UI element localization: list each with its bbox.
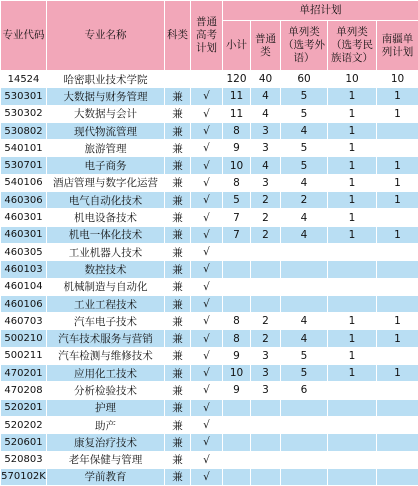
single-foreign-cell: 5 <box>281 88 328 105</box>
south-xinjiang-cell: 1 <box>377 105 418 122</box>
general-plan-cell: √ <box>191 313 223 330</box>
code-cell: 530802 <box>1 122 47 139</box>
code-cell: 460306 <box>1 192 47 209</box>
header-name: 专业名称 <box>47 1 165 71</box>
table-row <box>1 261 418 278</box>
major-name-cell: 酒店管理与数字化运营 <box>47 174 165 191</box>
single-minority-cell <box>328 295 377 312</box>
general-plan-cell: √ <box>191 399 223 416</box>
single-general-cell: 3 <box>251 122 281 139</box>
single-foreign-cell <box>281 261 328 278</box>
single-minority-cell: 1 <box>328 365 377 382</box>
major-name-cell: 工业机器人技术 <box>47 243 165 260</box>
major-name-cell: 老年保健与管理 <box>47 451 165 468</box>
south-xinjiang-cell: 1 <box>377 174 418 191</box>
code-cell: 520803 <box>1 451 47 468</box>
single-foreign-cell: 5 <box>281 365 328 382</box>
major-name-cell: 电子商务 <box>47 157 165 174</box>
table-row <box>1 140 418 157</box>
single-general-cell: 4 <box>251 88 281 105</box>
south-xinjiang-cell <box>377 122 418 139</box>
code-cell: 530301 <box>1 88 47 105</box>
single-minority-cell: 10 <box>328 71 377 88</box>
table-row <box>1 88 418 105</box>
table-row <box>1 295 418 312</box>
general-plan-cell: √ <box>191 434 223 451</box>
table-row <box>1 157 418 174</box>
subject-cell: 兼 <box>165 88 191 105</box>
subtotal-cell: 9 <box>223 140 251 157</box>
single-foreign-cell <box>281 399 328 416</box>
table-row <box>1 451 418 468</box>
subject-cell <box>165 71 191 88</box>
subject-cell: 兼 <box>165 468 191 485</box>
header-single-minority: 单列类（选考民族语文） <box>328 21 377 71</box>
general-plan-cell: √ <box>191 347 223 364</box>
subtotal-cell: 11 <box>223 105 251 122</box>
single-minority-cell: 1 <box>328 140 377 157</box>
header-single-plan: 单招计划 <box>223 1 418 21</box>
table-row <box>1 399 418 416</box>
general-plan-cell: √ <box>191 416 223 433</box>
major-name-cell: 汽车技术服务与营销 <box>47 330 165 347</box>
table-row <box>1 434 418 451</box>
single-minority-cell: 1 <box>328 192 377 209</box>
single-foreign-cell: 4 <box>281 174 328 191</box>
major-name-cell: 康复治疗技术 <box>47 434 165 451</box>
single-general-cell: 3 <box>251 382 281 399</box>
code-cell: 520202 <box>1 416 47 433</box>
code-cell: 520601 <box>1 434 47 451</box>
south-xinjiang-cell <box>377 434 418 451</box>
general-plan-cell: √ <box>191 192 223 209</box>
single-minority-cell: 1 <box>328 174 377 191</box>
single-minority-cell: 1 <box>328 330 377 347</box>
code-cell: 460301 <box>1 226 47 243</box>
south-xinjiang-cell <box>377 416 418 433</box>
subtotal-cell <box>223 295 251 312</box>
south-xinjiang-cell: 1 <box>377 192 418 209</box>
single-general-cell: 3 <box>251 365 281 382</box>
header-subtotal: 小计 <box>223 21 251 71</box>
subtotal-cell <box>223 434 251 451</box>
major-name-cell: 哈密职业技术学院 <box>47 71 165 88</box>
south-xinjiang-cell <box>377 278 418 295</box>
subtotal-cell: 8 <box>223 122 251 139</box>
single-general-cell: 2 <box>251 209 281 226</box>
subtotal-cell <box>223 468 251 485</box>
single-foreign-cell: 2 <box>281 192 328 209</box>
south-xinjiang-cell <box>377 347 418 364</box>
general-plan-cell: √ <box>191 140 223 157</box>
code-cell: 540106 <box>1 174 47 191</box>
subtotal-cell: 8 <box>223 330 251 347</box>
south-xinjiang-cell <box>377 140 418 157</box>
subject-cell: 兼 <box>165 243 191 260</box>
major-name-cell: 机械制造与自动化 <box>47 278 165 295</box>
subtotal-cell: 7 <box>223 226 251 243</box>
single-foreign-cell: 6 <box>281 382 328 399</box>
south-xinjiang-cell: 1 <box>377 88 418 105</box>
south-xinjiang-cell <box>377 399 418 416</box>
subtotal-cell: 120 <box>223 71 251 88</box>
subject-cell: 兼 <box>165 295 191 312</box>
single-minority-cell: 1 <box>328 122 377 139</box>
single-general-cell: 40 <box>251 71 281 88</box>
single-minority-cell <box>328 278 377 295</box>
subject-cell: 兼 <box>165 226 191 243</box>
subject-cell: 兼 <box>165 347 191 364</box>
single-general-cell <box>251 261 281 278</box>
single-minority-cell: 1 <box>328 88 377 105</box>
major-name-cell: 机电一体化技术 <box>47 226 165 243</box>
single-foreign-cell: 4 <box>281 330 328 347</box>
single-minority-cell <box>328 243 377 260</box>
south-xinjiang-cell: 1 <box>377 226 418 243</box>
single-minority-cell <box>328 399 377 416</box>
subtotal-cell: 10 <box>223 365 251 382</box>
south-xinjiang-cell <box>377 451 418 468</box>
general-plan-cell: √ <box>191 174 223 191</box>
south-xinjiang-cell <box>377 295 418 312</box>
single-minority-cell: 1 <box>328 226 377 243</box>
subtotal-cell: 9 <box>223 347 251 364</box>
general-plan-cell: √ <box>191 278 223 295</box>
subject-cell: 兼 <box>165 365 191 382</box>
major-name-cell: 助产 <box>47 416 165 433</box>
single-general-cell <box>251 278 281 295</box>
single-general-cell <box>251 399 281 416</box>
single-minority-cell: 1 <box>328 157 377 174</box>
single-minority-cell: 1 <box>328 105 377 122</box>
general-plan-cell: √ <box>191 468 223 485</box>
code-cell: 520201 <box>1 399 47 416</box>
subject-cell: 兼 <box>165 105 191 122</box>
single-general-cell: 2 <box>251 192 281 209</box>
south-xinjiang-cell: 1 <box>377 157 418 174</box>
code-cell: 530302 <box>1 105 47 122</box>
table-row <box>1 243 418 260</box>
subject-cell: 兼 <box>165 192 191 209</box>
subject-cell: 兼 <box>165 122 191 139</box>
header-code: 专业代码 <box>1 1 47 71</box>
single-general-cell <box>251 295 281 312</box>
subject-cell: 兼 <box>165 434 191 451</box>
table-row <box>1 313 418 330</box>
single-foreign-cell <box>281 468 328 485</box>
table-row <box>1 226 418 243</box>
table-row <box>1 330 418 347</box>
code-cell: 540101 <box>1 140 47 157</box>
header-single-foreign: 单列类（选考外语） <box>281 21 328 71</box>
table-row <box>1 174 418 191</box>
subject-cell: 兼 <box>165 157 191 174</box>
code-cell: 530701 <box>1 157 47 174</box>
single-general-cell: 2 <box>251 313 281 330</box>
code-cell: 570102K <box>1 468 47 485</box>
south-xinjiang-cell: 1 <box>377 330 418 347</box>
single-foreign-cell: 4 <box>281 226 328 243</box>
single-foreign-cell: 5 <box>281 105 328 122</box>
south-xinjiang-cell <box>377 382 418 399</box>
major-name-cell: 大数据与会计 <box>47 105 165 122</box>
single-foreign-cell: 4 <box>281 313 328 330</box>
major-name-cell: 现代物流管理 <box>47 122 165 139</box>
code-cell: 460301 <box>1 209 47 226</box>
subject-cell: 兼 <box>165 330 191 347</box>
code-cell: 460305 <box>1 243 47 260</box>
single-general-cell <box>251 451 281 468</box>
code-cell: 470201 <box>1 365 47 382</box>
general-plan-cell: √ <box>191 226 223 243</box>
single-minority-cell: 1 <box>328 209 377 226</box>
header-south-xinjiang: 南疆单列计划 <box>377 21 418 71</box>
subject-cell: 兼 <box>165 209 191 226</box>
table-row <box>1 468 418 485</box>
subtotal-cell: 7 <box>223 209 251 226</box>
single-general-cell <box>251 416 281 433</box>
single-general-cell: 2 <box>251 226 281 243</box>
single-foreign-cell <box>281 295 328 312</box>
table-row <box>1 365 418 382</box>
single-foreign-cell: 60 <box>281 71 328 88</box>
table-row <box>1 71 418 88</box>
single-foreign-cell <box>281 434 328 451</box>
single-foreign-cell <box>281 278 328 295</box>
single-foreign-cell <box>281 451 328 468</box>
code-cell: 460104 <box>1 278 47 295</box>
table-row <box>1 382 418 399</box>
single-general-cell <box>251 243 281 260</box>
subtotal-cell <box>223 261 251 278</box>
south-xinjiang-cell: 1 <box>377 313 418 330</box>
single-general-cell: 3 <box>251 140 281 157</box>
subtotal-cell: 5 <box>223 192 251 209</box>
major-name-cell: 电气自动化技术 <box>47 192 165 209</box>
table-row <box>1 122 418 139</box>
single-minority-cell: 1 <box>328 347 377 364</box>
table-row <box>1 416 418 433</box>
header-general-plan: 普通高考计划 <box>191 1 223 71</box>
single-foreign-cell: 5 <box>281 347 328 364</box>
single-minority-cell <box>328 261 377 278</box>
subtotal-cell: 11 <box>223 88 251 105</box>
major-name-cell: 汽车电子技术 <box>47 313 165 330</box>
subject-cell: 兼 <box>165 261 191 278</box>
major-name-cell: 护理 <box>47 399 165 416</box>
code-cell: 460106 <box>1 295 47 312</box>
single-foreign-cell <box>281 243 328 260</box>
single-minority-cell <box>328 416 377 433</box>
single-general-cell <box>251 434 281 451</box>
major-name-cell: 应用化工技术 <box>47 365 165 382</box>
single-general-cell: 4 <box>251 157 281 174</box>
single-foreign-cell <box>281 416 328 433</box>
header-subject: 科类 <box>165 1 191 71</box>
general-plan-cell: √ <box>191 157 223 174</box>
code-cell: 500210 <box>1 330 47 347</box>
subject-cell: 兼 <box>165 313 191 330</box>
major-name-cell: 汽车检测与维修技术 <box>47 347 165 364</box>
subject-cell: 兼 <box>165 278 191 295</box>
south-xinjiang-cell <box>377 468 418 485</box>
south-xinjiang-cell <box>377 261 418 278</box>
subtotal-cell <box>223 243 251 260</box>
south-xinjiang-cell: 1 <box>377 365 418 382</box>
single-general-cell <box>251 468 281 485</box>
general-plan-cell: √ <box>191 243 223 260</box>
major-name-cell: 大数据与财务管理 <box>47 88 165 105</box>
major-name-cell: 机电设备技术 <box>47 209 165 226</box>
subtotal-cell: 10 <box>223 157 251 174</box>
single-general-cell: 2 <box>251 330 281 347</box>
single-general-cell: 4 <box>251 105 281 122</box>
south-xinjiang-cell: 10 <box>377 71 418 88</box>
major-name-cell: 旅游管理 <box>47 140 165 157</box>
subtotal-cell <box>223 399 251 416</box>
general-plan-cell: √ <box>191 88 223 105</box>
code-cell: 14524 <box>1 71 47 88</box>
code-cell: 460103 <box>1 261 47 278</box>
subtotal-cell <box>223 278 251 295</box>
subject-cell: 兼 <box>165 174 191 191</box>
general-plan-cell: √ <box>191 105 223 122</box>
single-general-cell: 3 <box>251 347 281 364</box>
single-foreign-cell: 5 <box>281 140 328 157</box>
general-plan-cell: √ <box>191 365 223 382</box>
general-plan-cell <box>191 71 223 88</box>
subject-cell: 兼 <box>165 416 191 433</box>
subtotal-cell: 8 <box>223 313 251 330</box>
single-minority-cell: 1 <box>328 313 377 330</box>
general-plan-cell: √ <box>191 330 223 347</box>
single-general-cell: 3 <box>251 174 281 191</box>
table-row <box>1 105 418 122</box>
single-minority-cell <box>328 434 377 451</box>
table-row <box>1 278 418 295</box>
general-plan-cell: √ <box>191 382 223 399</box>
subtotal-cell <box>223 451 251 468</box>
major-name-cell: 学前教育 <box>47 468 165 485</box>
table-row <box>1 192 418 209</box>
code-cell: 460703 <box>1 313 47 330</box>
major-name-cell: 工业工程技术 <box>47 295 165 312</box>
single-minority-cell <box>328 451 377 468</box>
single-foreign-cell: 5 <box>281 157 328 174</box>
south-xinjiang-cell <box>377 209 418 226</box>
general-plan-cell: √ <box>191 451 223 468</box>
general-plan-cell: √ <box>191 295 223 312</box>
subject-cell: 兼 <box>165 399 191 416</box>
single-minority-cell <box>328 468 377 485</box>
single-foreign-cell: 4 <box>281 209 328 226</box>
header-single-general: 普通类 <box>251 21 281 71</box>
table-row <box>1 209 418 226</box>
major-name-cell: 分析检验技术 <box>47 382 165 399</box>
single-minority-cell <box>328 382 377 399</box>
general-plan-cell: √ <box>191 209 223 226</box>
subtotal-cell: 8 <box>223 174 251 191</box>
general-plan-cell: √ <box>191 261 223 278</box>
subtotal-cell <box>223 416 251 433</box>
subtotal-cell: 9 <box>223 382 251 399</box>
code-cell: 470208 <box>1 382 47 399</box>
code-cell: 500211 <box>1 347 47 364</box>
table-row <box>1 347 418 364</box>
single-foreign-cell: 4 <box>281 122 328 139</box>
general-plan-cell: √ <box>191 122 223 139</box>
subject-cell: 兼 <box>165 451 191 468</box>
south-xinjiang-cell <box>377 243 418 260</box>
subject-cell: 兼 <box>165 140 191 157</box>
subject-cell: 兼 <box>165 382 191 399</box>
major-name-cell: 数控技术 <box>47 261 165 278</box>
